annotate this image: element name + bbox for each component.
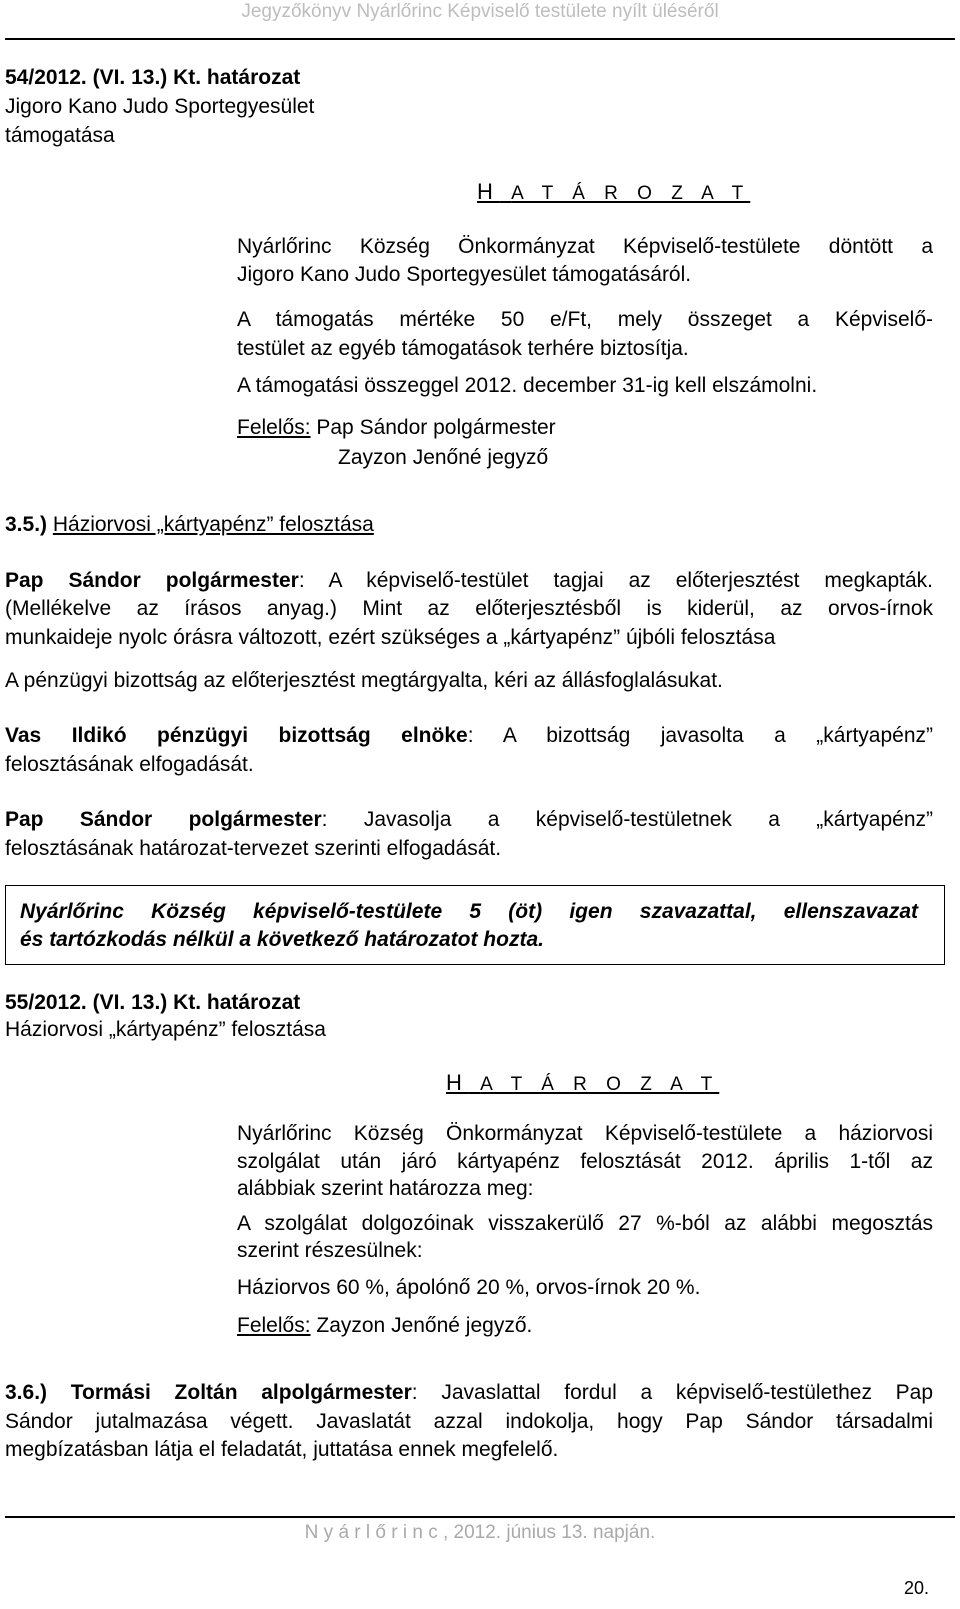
resolution-55-subject: Háziorvosi „kártyapénz” felosztása	[5, 1018, 326, 1041]
header-rule	[5, 38, 955, 40]
speaker-name: Vas Ildikó pénzügyi bizottság elnöke	[5, 724, 468, 747]
paragraph-2: A pénzügyi bizottság az előterjesztést megtárgyalta, kéri az állásfoglalásukat.	[5, 669, 723, 692]
section-3-6-line2: Sándor jutalmazása végett. Javaslatát azzal indokolja, hogy Pap Sándor társadalmi	[5, 1410, 933, 1433]
paragraph-4-line1	[5, 806, 933, 834]
resolution-54-number: 54/2012. (VI. 13.) Kt. határozat	[5, 66, 301, 89]
resolution-55-heading	[446, 1069, 719, 1099]
responsible-name: Pap Sándor polgármester	[310, 416, 556, 439]
speaker-name: Pap Sándor polgármester	[5, 569, 299, 592]
resolution-55-para2-line2: szerint részesülnek:	[237, 1239, 423, 1262]
resolution-54-body-line3: A támogatás mértéke 50 e/Ft, mely összeget a Képviselő-	[237, 308, 933, 331]
section-number: 3.5.)	[5, 513, 53, 536]
resolution-54-subject-line2: támogatása	[5, 124, 115, 147]
section-3-6-line3: megbízatásban látja el feladatát, juttatása ennek megfelelő.	[5, 1438, 559, 1461]
responsible-name: Zayzon Jenőné jegyző.	[310, 1314, 533, 1337]
resolution-54-body-line4: testület az egyéb támogatások terhére biztosítja.	[237, 337, 689, 360]
resolution-54-body-line5: A támogatási összeggel 2012. december 31-ig kell elszámolni.	[237, 374, 818, 397]
resolution-54-responsible	[237, 414, 556, 442]
resolution-54-body-line1: Nyárlőrinc Község Önkormányzat Képviselő-testülete döntött a	[237, 235, 933, 258]
resolution-55-para3: Háziorvos 60 %, ápolónő 20 %, orvos-írnok 20 %.	[237, 1276, 701, 1299]
resolution-54-responsible-2: Zayzon Jenőné jegyző	[338, 446, 549, 469]
paragraph-1-line3: munkaideje nyolc órásra változott, ezért szükséges a „kártyapénz” újbóli felosztása	[5, 626, 776, 649]
paragraph-text: : A bizottság javasolta a „kártyapénz”	[467, 724, 933, 747]
footer-text: N y á r l ő r i n c , 2012. június 13. napján.	[304, 1522, 656, 1543]
heading-rest: A T Á R O Z A T	[511, 183, 751, 204]
resolution-55-number: 55/2012. (VI. 13.) Kt. határozat	[5, 991, 301, 1014]
resolution-55-responsible	[237, 1312, 532, 1340]
resolution-55-para1-line3: alábbiak szerint határozza meg:	[237, 1177, 534, 1200]
heading-initial: H	[477, 179, 500, 204]
paragraph-3-line2: felosztásának elfogadását.	[5, 753, 254, 776]
heading-rest: A T Á R O Z A T	[480, 1074, 720, 1095]
section-title: Háziorvosi „kártyapénz” felosztása	[52, 513, 374, 536]
paragraph-text: : A képviselő-testület tagjai az előterjesztést megkapták.	[298, 569, 933, 592]
resolution-55-para2-line1: A szolgálat dolgozóinak visszakerülő 27 %-ból az alábbi megosztás	[237, 1212, 933, 1235]
page-number: 20.	[904, 1578, 930, 1598]
responsible-label: Felelős:	[237, 416, 311, 439]
vote-line1: Nyárlőrinc Község képviselő-testülete 5 (öt) igen szavazattal, ellenszavazat	[20, 900, 918, 923]
section-number: 3.6.)	[5, 1381, 71, 1404]
resolution-54-heading	[477, 178, 750, 208]
heading-initial: H	[446, 1070, 469, 1095]
vote-line2: és tartózkodás nélkül a következő határozatot hozta.	[20, 928, 544, 951]
section-3-5-heading	[5, 511, 374, 539]
paragraph-1-line1	[5, 567, 933, 595]
footer-rule	[5, 1516, 955, 1518]
speaker-name: Tormási Zoltán alpolgármester	[70, 1381, 412, 1404]
responsible-label: Felelős:	[237, 1314, 311, 1337]
page-header: Jegyzőkönyv Nyárlőrinc Képviselő testülete nyílt üléséről	[241, 1, 719, 22]
paragraph-text: : Javasolja a képviselő-testületnek a „kártyapénz”	[321, 808, 933, 831]
paragraph-text: : Javaslattal fordul a képviselő-testülethez Pap	[411, 1381, 933, 1404]
paragraph-4-line2: felosztásának határozat-tervezet szerinti elfogadását.	[5, 837, 502, 860]
resolution-55-para1-line2: szolgálat után járó kártyapénz felosztását 2012. április 1-től az	[237, 1150, 933, 1173]
resolution-54-body-line2: Jigoro Kano Judo Sportegyesület támogatásáról.	[237, 263, 692, 286]
speaker-name: Pap Sándor polgármester	[5, 808, 322, 831]
section-3-6-line1	[5, 1379, 933, 1407]
resolution-55-para1-line1: Nyárlőrinc Község Önkormányzat Képviselő-testülete a háziorvosi	[237, 1122, 933, 1145]
paragraph-3-line1	[5, 722, 933, 750]
resolution-54-subject-line1: Jigoro Kano Judo Sportegyesület	[5, 95, 315, 118]
paragraph-1-line2: (Mellékelve az írásos anyag.) Mint az előterjesztésből is kiderül, az orvos-írnok	[5, 597, 933, 620]
